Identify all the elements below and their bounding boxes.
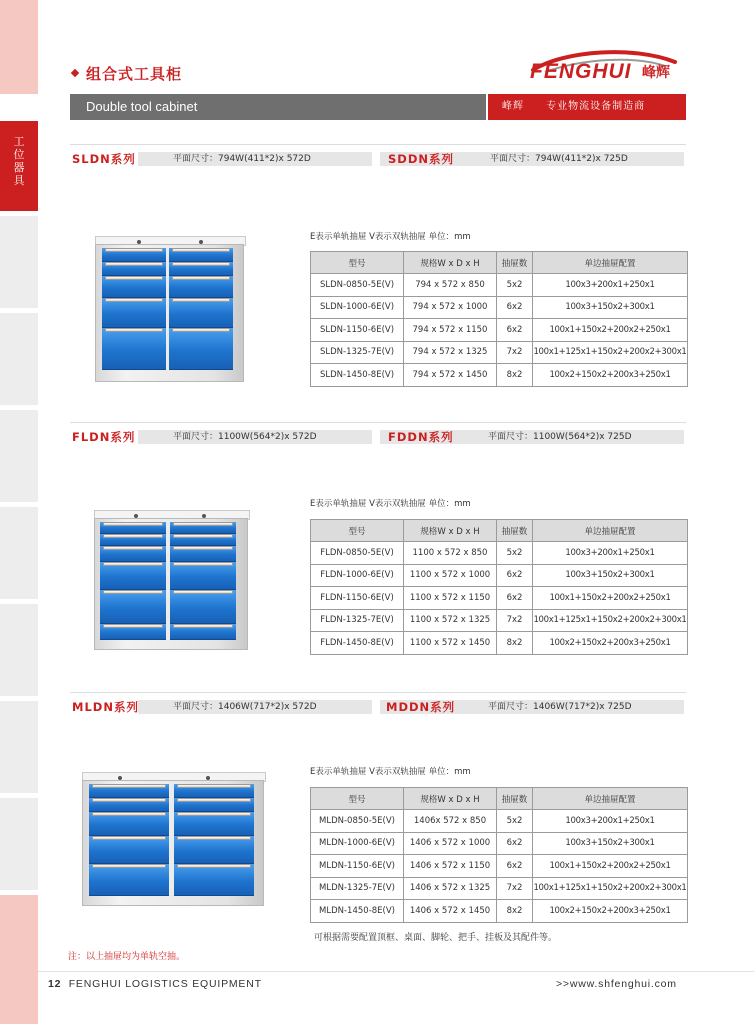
table-row xyxy=(311,564,688,587)
cell-model: FLDN-1325-7E(V) xyxy=(311,609,404,632)
table-row xyxy=(311,810,688,833)
website-link[interactable]: >>www.shfenghui.com xyxy=(556,978,677,990)
table-header-row xyxy=(311,788,688,810)
drawer-handle[interactable] xyxy=(172,262,230,266)
cell-spec: 794 x 572 x 1450 xyxy=(404,364,497,387)
cell-model: FLDN-1450-8E(V) xyxy=(311,632,404,655)
legend-text: E表示单轨抽屉 V表示双轨抽屉 单位：mm xyxy=(310,232,471,242)
drawer[interactable] xyxy=(170,624,236,640)
series-header-row xyxy=(70,698,686,716)
drawer-handle[interactable] xyxy=(103,624,163,628)
drawer-handle[interactable] xyxy=(105,276,163,280)
table-row xyxy=(311,364,688,387)
divider xyxy=(372,430,380,444)
drawer[interactable] xyxy=(89,812,169,836)
drawer[interactable] xyxy=(89,864,169,896)
cell-drawers: 6x2 xyxy=(497,564,533,587)
drawer-handle[interactable] xyxy=(173,522,233,526)
series-name: MLDN系列 xyxy=(72,700,139,714)
cell-spec: 794 x 572 x 850 xyxy=(404,274,497,297)
lock-icon xyxy=(202,514,206,518)
cell-spec: 1406 x 572 x 1450 xyxy=(404,900,497,923)
column-header: 单边抽屉配置 xyxy=(533,252,688,274)
drawer-handle[interactable] xyxy=(173,534,233,538)
drawer-column xyxy=(170,522,236,640)
drawer-column xyxy=(102,248,166,370)
drawer[interactable] xyxy=(89,798,169,812)
spec-table xyxy=(310,787,688,923)
drawer[interactable] xyxy=(169,328,233,370)
drawer[interactable] xyxy=(174,836,254,864)
drawer[interactable] xyxy=(170,534,236,546)
cell-spec: 1100 x 572 x 1325 xyxy=(404,609,497,632)
page-number: 12 xyxy=(48,978,62,990)
cell-config: 100x2+150x2+200x3+250x1 xyxy=(533,364,688,387)
drawer-column xyxy=(169,248,233,370)
brand-slogan: 专业物流设备制造商 xyxy=(546,101,646,112)
drawer-handle[interactable] xyxy=(92,812,166,816)
table-row xyxy=(311,341,688,364)
spec-table xyxy=(310,251,688,387)
drawer-handle[interactable] xyxy=(177,836,251,840)
series-name: MDDN系列 xyxy=(386,700,456,714)
cell-model: SLDN-1450-8E(V) xyxy=(311,364,404,387)
series-name: FLDN系列 xyxy=(72,430,136,444)
drawer-handle[interactable] xyxy=(105,298,163,302)
cell-spec: 794 x 572 x 1325 xyxy=(404,341,497,364)
drawer-handle[interactable] xyxy=(105,262,163,266)
drawer[interactable] xyxy=(170,522,236,534)
column-header: 抽屉数 xyxy=(497,252,533,274)
series-name: FDDN系列 xyxy=(388,430,454,444)
drawer-handle[interactable] xyxy=(103,546,163,550)
drawer-column xyxy=(174,784,254,896)
drawer-handle[interactable] xyxy=(92,798,166,802)
drawer[interactable] xyxy=(169,248,233,262)
table-row xyxy=(311,900,688,923)
cell-drawers: 6x2 xyxy=(497,832,533,855)
drawer-handle[interactable] xyxy=(177,812,251,816)
cell-drawers: 7x2 xyxy=(497,877,533,900)
drawer[interactable] xyxy=(102,262,166,276)
column-header: 规格W x D x H xyxy=(404,252,497,274)
cell-model: MLDN-1450-8E(V) xyxy=(311,900,404,923)
side-strip-block xyxy=(0,0,38,94)
drawer[interactable] xyxy=(100,522,166,534)
cell-model: SLDN-1150-6E(V) xyxy=(311,319,404,342)
drawer[interactable] xyxy=(102,328,166,370)
brand-logo-cn: 峰辉 xyxy=(642,65,670,81)
series-header-row xyxy=(70,150,686,168)
footer-divider xyxy=(38,971,754,972)
drawer[interactable] xyxy=(100,534,166,546)
side-strip-block xyxy=(0,895,38,1024)
drawer[interactable] xyxy=(169,298,233,328)
drawer-handle[interactable] xyxy=(172,248,230,252)
cell-drawers: 7x2 xyxy=(497,341,533,364)
table-row xyxy=(311,855,688,878)
column-header: 单边抽屉配置 xyxy=(533,520,688,542)
brand-tag: 峰辉 xyxy=(502,101,524,112)
cell-config: 100x3+200x1+250x1 xyxy=(533,810,688,833)
table-row xyxy=(311,587,688,610)
side-strip-block xyxy=(0,701,38,793)
lock-icon xyxy=(137,240,141,244)
cell-drawers: 5x2 xyxy=(497,542,533,565)
series-size: 平面尺寸：794W(411*2)x 572D xyxy=(173,154,311,164)
drawer-handle[interactable] xyxy=(177,798,251,802)
side-strip-block xyxy=(0,507,38,599)
cell-config: 100x1+125x1+150x2+200x2+300x1 xyxy=(533,609,688,632)
drawer-handle[interactable] xyxy=(172,298,230,302)
cell-config: 100x3+200x1+250x1 xyxy=(533,542,688,565)
drawer[interactable] xyxy=(169,276,233,298)
drawer-column xyxy=(89,784,169,896)
cell-model: FLDN-0850-5E(V) xyxy=(311,542,404,565)
column-header: 抽屉数 xyxy=(497,520,533,542)
column-header: 规格W x D x H xyxy=(404,788,497,810)
accessory-note: 可根据需要配置顶框、桌面、脚轮、把手、挂板及其配件等。 xyxy=(314,933,558,943)
drawer-column xyxy=(100,522,166,640)
drawer[interactable] xyxy=(100,546,166,562)
drawer-handle[interactable] xyxy=(103,522,163,526)
cell-spec: 1100 x 572 x 850 xyxy=(404,542,497,565)
table-row xyxy=(311,274,688,297)
drawer[interactable] xyxy=(169,262,233,276)
drawer-handle[interactable] xyxy=(173,590,233,594)
drawer-handle[interactable] xyxy=(173,562,233,566)
drawer-handle[interactable] xyxy=(177,784,251,788)
cell-drawers: 6x2 xyxy=(497,855,533,878)
cell-spec: 1100 x 572 x 1450 xyxy=(404,632,497,655)
cell-config: 100x1+150x2+200x2+250x1 xyxy=(533,319,688,342)
drawer-handle[interactable] xyxy=(173,624,233,628)
drawer-handle[interactable] xyxy=(172,328,230,332)
table-row xyxy=(311,296,688,319)
drawer[interactable] xyxy=(170,546,236,562)
side-tab-active[interactable] xyxy=(0,121,38,211)
series-size: 平面尺寸：794W(411*2)x 725D xyxy=(490,154,628,164)
divider xyxy=(70,422,686,423)
drawer[interactable] xyxy=(89,784,169,798)
cell-drawers: 6x2 xyxy=(497,587,533,610)
cell-drawers: 8x2 xyxy=(497,364,533,387)
cell-config: 100x3+200x1+250x1 xyxy=(533,274,688,297)
cell-model: SLDN-1325-7E(V) xyxy=(311,341,404,364)
column-header: 型号 xyxy=(311,520,404,542)
page-title-text: 组合式工具柜 xyxy=(86,65,183,83)
drawer[interactable] xyxy=(174,864,254,896)
cell-spec: 1100 x 572 x 1000 xyxy=(404,564,497,587)
side-strip-block xyxy=(0,216,38,308)
drawer[interactable] xyxy=(100,590,166,624)
divider xyxy=(372,152,380,166)
drawer-handle[interactable] xyxy=(92,836,166,840)
drawer[interactable] xyxy=(102,276,166,298)
column-header: 型号 xyxy=(311,252,404,274)
drawer-handle[interactable] xyxy=(92,784,166,788)
cell-model: MLDN-0850-5E(V) xyxy=(311,810,404,833)
cell-spec: 1100 x 572 x 1150 xyxy=(404,587,497,610)
cell-spec: 1406 x 572 x 1150 xyxy=(404,855,497,878)
drawer[interactable] xyxy=(100,624,166,640)
page-title xyxy=(72,63,182,84)
cell-drawers: 5x2 xyxy=(497,274,533,297)
table-row xyxy=(311,877,688,900)
cell-model: SLDN-1000-6E(V) xyxy=(311,296,404,319)
legend-text: E表示单轨抽屉 V表示双轨抽屉 单位：mm xyxy=(310,499,471,509)
lock-icon xyxy=(206,776,210,780)
table-row xyxy=(311,609,688,632)
cell-drawers: 7x2 xyxy=(497,609,533,632)
legend-text: E表示单轨抽屉 V表示双轨抽屉 单位：mm xyxy=(310,767,471,777)
lock-icon xyxy=(199,240,203,244)
series-size: 平面尺寸：1406W(717*2)x 572D xyxy=(173,702,317,712)
cell-spec: 1406x 572 x 850 xyxy=(404,810,497,833)
cell-drawers: 6x2 xyxy=(497,319,533,342)
table-row xyxy=(311,542,688,565)
cell-drawers: 5x2 xyxy=(497,810,533,833)
lock-icon xyxy=(118,776,122,780)
drawer[interactable] xyxy=(174,812,254,836)
drawer[interactable] xyxy=(170,562,236,590)
spec-table xyxy=(310,519,688,655)
series-name: SDDN系列 xyxy=(388,152,454,166)
cell-config: 100x3+150x2+300x1 xyxy=(533,296,688,319)
cell-config: 100x1+125x1+150x2+200x2+300x1 xyxy=(533,341,688,364)
column-header: 型号 xyxy=(311,788,404,810)
side-strip-block xyxy=(0,798,38,890)
diamond-icon xyxy=(71,68,79,76)
drawer[interactable] xyxy=(89,836,169,864)
cell-drawers: 8x2 xyxy=(497,900,533,923)
cell-model: MLDN-1325-7E(V) xyxy=(311,877,404,900)
drawer[interactable] xyxy=(170,590,236,624)
brand-logo-text: FENGHUI xyxy=(530,60,632,83)
table-row xyxy=(311,632,688,655)
drawer-handle[interactable] xyxy=(103,590,163,594)
drawer[interactable] xyxy=(174,798,254,812)
table-header-row xyxy=(311,252,688,274)
drawer[interactable] xyxy=(174,784,254,798)
brand-bar xyxy=(488,94,686,120)
cell-model: MLDN-1150-6E(V) xyxy=(311,855,404,878)
column-header: 规格W x D x H xyxy=(404,520,497,542)
cell-model: SLDN-0850-5E(V) xyxy=(311,274,404,297)
divider xyxy=(70,692,686,693)
drawer-handle[interactable] xyxy=(173,546,233,550)
cell-spec: 794 x 572 x 1000 xyxy=(404,296,497,319)
series-size: 平面尺寸：1100W(564*2)x 572D xyxy=(173,432,317,442)
drawer-handle[interactable] xyxy=(105,248,163,252)
drawer-handle[interactable] xyxy=(92,864,166,868)
series-size: 平面尺寸：1406W(717*2)x 725D xyxy=(488,702,632,712)
cell-config: 100x1+125x1+150x2+200x2+300x1 xyxy=(533,877,688,900)
cell-config: 100x1+150x2+200x2+250x1 xyxy=(533,587,688,610)
table-header-row xyxy=(311,520,688,542)
rail-note: 注：以上抽屉均为单轨空抽。 xyxy=(68,952,186,962)
drawer-handle[interactable] xyxy=(103,534,163,538)
divider xyxy=(372,700,380,714)
cell-config: 100x2+150x2+200x3+250x1 xyxy=(533,900,688,923)
cell-model: MLDN-1000-6E(V) xyxy=(311,832,404,855)
table-row xyxy=(311,832,688,855)
series-name: SLDN系列 xyxy=(72,152,136,166)
drawer-handle[interactable] xyxy=(103,562,163,566)
cell-config: 100x3+150x2+300x1 xyxy=(533,832,688,855)
series-header-row xyxy=(70,428,686,446)
lock-icon xyxy=(134,514,138,518)
table-row xyxy=(311,319,688,342)
company-name: FENGHUI LOGISTICS EQUIPMENT xyxy=(68,978,262,990)
drawer[interactable] xyxy=(102,298,166,328)
cell-config: 100x2+150x2+200x3+250x1 xyxy=(533,632,688,655)
cell-model: FLDN-1150-6E(V) xyxy=(311,587,404,610)
drawer-handle[interactable] xyxy=(177,864,251,868)
drawer[interactable] xyxy=(100,562,166,590)
divider xyxy=(70,144,686,145)
cell-drawers: 6x2 xyxy=(497,296,533,319)
series-size: 平面尺寸：1100W(564*2)x 725D xyxy=(488,432,632,442)
cell-spec: 794 x 572 x 1150 xyxy=(404,319,497,342)
cell-config: 100x3+150x2+300x1 xyxy=(533,564,688,587)
drawer-handle[interactable] xyxy=(105,328,163,332)
side-strip-block xyxy=(0,410,38,502)
side-tab-label: 工位器具 xyxy=(13,135,25,187)
drawer-handle[interactable] xyxy=(172,276,230,280)
cell-config: 100x1+150x2+200x2+250x1 xyxy=(533,855,688,878)
drawer[interactable] xyxy=(102,248,166,262)
cell-model: FLDN-1000-6E(V) xyxy=(311,564,404,587)
column-header: 单边抽屉配置 xyxy=(533,788,688,810)
column-header: 抽屉数 xyxy=(497,788,533,810)
subtitle-bar: Double tool cabinet xyxy=(70,94,486,120)
side-strip-block xyxy=(0,604,38,696)
side-strip-block xyxy=(0,313,38,405)
cell-drawers: 8x2 xyxy=(497,632,533,655)
footer-left xyxy=(48,978,262,990)
cell-spec: 1406 x 572 x 1325 xyxy=(404,877,497,900)
cell-spec: 1406 x 572 x 1000 xyxy=(404,832,497,855)
